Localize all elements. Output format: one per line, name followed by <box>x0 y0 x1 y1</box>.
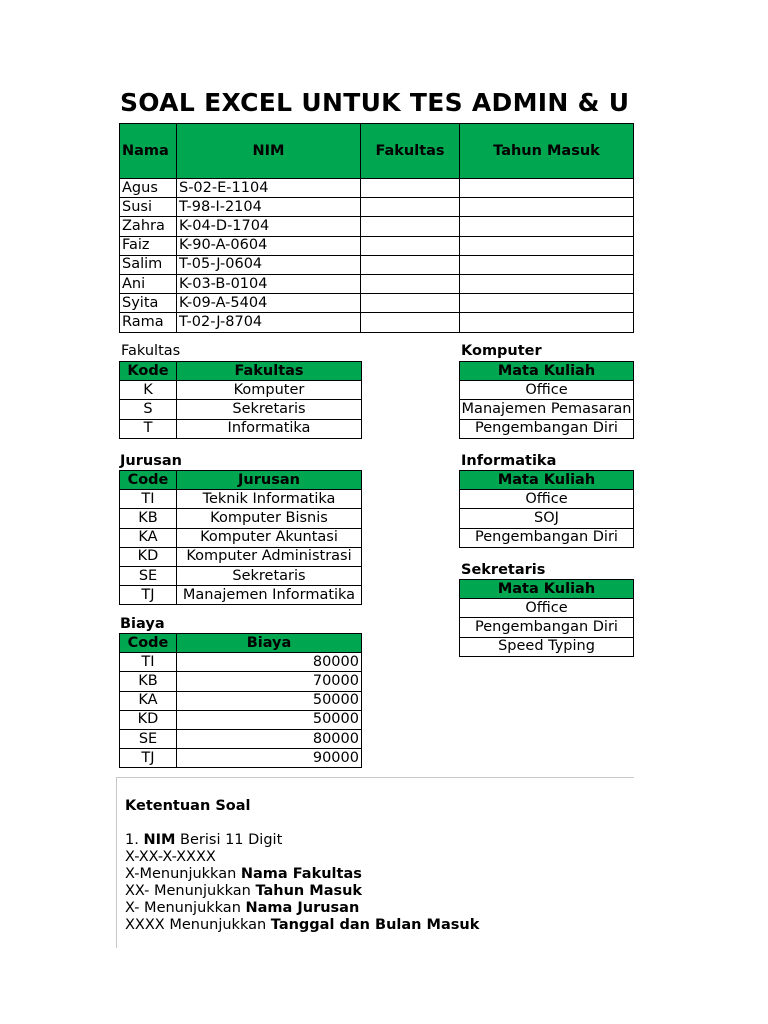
cell-tahun-masuk[interactable] <box>460 274 634 293</box>
notes-box <box>116 777 634 948</box>
notes-line-1 <box>125 832 282 848</box>
cell-code[interactable]: SE <box>120 566 177 585</box>
cell-mata-kuliah[interactable]: Pengembangan Diri <box>460 419 634 438</box>
cell-nim[interactable]: K-90-A-0604 <box>177 236 361 255</box>
table-row <box>120 198 634 217</box>
cell-nim[interactable]: T-02-J-8704 <box>177 313 361 332</box>
cell-nama[interactable]: Faiz <box>120 236 177 255</box>
header-tahun-masuk: Tahun Masuk <box>460 124 634 179</box>
biaya-label: Biaya <box>120 616 165 632</box>
notes-line-6 <box>125 917 479 933</box>
cell-code[interactable]: TJ <box>120 749 177 768</box>
page-title: SOAL EXCEL UNTUK TES ADMIN & U <box>120 88 630 117</box>
notes-bold-text: Nama Jurusan <box>245 900 360 916</box>
notes-text: 1. <box>125 832 144 848</box>
header-code: Code <box>120 471 177 490</box>
notes-line-3 <box>125 866 362 882</box>
cell-nim[interactable]: K-04-D-1704 <box>177 217 361 236</box>
table-row <box>120 236 634 255</box>
cell-tahun-masuk[interactable] <box>460 198 634 217</box>
cell-fakultas[interactable] <box>361 236 460 255</box>
table-row <box>460 419 634 438</box>
table-row <box>120 400 362 419</box>
cell-mata-kuliah[interactable]: Office <box>460 381 634 400</box>
cell-mata-kuliah[interactable]: Speed Typing <box>460 637 634 656</box>
komputer-label: Komputer <box>461 343 542 359</box>
jurusan-table <box>119 470 362 605</box>
cell-biaya[interactable]: 80000 <box>177 729 362 748</box>
jurusan-label: Jurusan <box>120 453 182 469</box>
table-row <box>120 381 362 400</box>
student-table <box>119 123 634 333</box>
cell-jurusan[interactable]: Manajemen Informatika <box>177 586 362 605</box>
cell-mata-kuliah[interactable]: Office <box>460 490 634 509</box>
table-row <box>460 381 634 400</box>
header-code: Code <box>120 634 177 653</box>
table-row <box>120 313 634 332</box>
cell-code[interactable]: KD <box>120 710 177 729</box>
table-row <box>460 400 634 419</box>
table-row <box>120 274 634 293</box>
notes-line-2: X-XX-X-XXXX <box>125 849 216 865</box>
student-table-header <box>120 124 634 179</box>
table-row <box>460 509 634 528</box>
table-row <box>120 653 362 672</box>
cell-nim[interactable]: K-09-A-5404 <box>177 294 361 313</box>
cell-fakultas[interactable] <box>361 274 460 293</box>
notes-line-5 <box>125 900 359 916</box>
notes-heading: Ketentuan Soal <box>125 798 251 814</box>
cell-biaya[interactable]: 50000 <box>177 691 362 710</box>
cell-fakultas[interactable] <box>361 255 460 274</box>
cell-nama[interactable]: Agus <box>120 179 177 198</box>
header-mata-kuliah: Mata Kuliah <box>460 362 634 381</box>
table-row <box>460 490 634 509</box>
cell-text: Manajemen Pemasaran <box>461 400 632 417</box>
header-mata-kuliah: Mata Kuliah <box>460 580 634 599</box>
cell-jurusan[interactable]: Sekretaris <box>177 566 362 585</box>
cell-fakultas[interactable]: Sekretaris <box>177 400 362 419</box>
cell-kode[interactable]: S <box>120 400 177 419</box>
cell-nama[interactable]: Susi <box>120 198 177 217</box>
cell-nim[interactable]: S-02-E-1104 <box>177 179 361 198</box>
notes-text: Berisi 11 Digit <box>175 832 283 848</box>
header-nim: NIM <box>177 124 361 179</box>
table-row <box>120 749 362 768</box>
cell-jurusan[interactable]: Teknik Informatika <box>177 490 362 509</box>
table-row <box>120 217 634 236</box>
table-row <box>460 599 634 618</box>
table-row <box>120 586 362 605</box>
notes-text: XXXX Menunjukkan <box>125 917 271 933</box>
cell-tahun-masuk[interactable] <box>460 313 634 332</box>
sekretaris-table <box>459 579 634 657</box>
cell-tahun-masuk[interactable] <box>460 236 634 255</box>
cell-nim[interactable]: T-98-I-2104 <box>177 198 361 217</box>
cell-nama[interactable]: Zahra <box>120 217 177 236</box>
cell-nim[interactable]: K-03-B-0104 <box>177 274 361 293</box>
notes-bold-text: Nama Fakultas <box>240 866 362 882</box>
cell-mata-kuliah[interactable]: SOJ <box>460 509 634 528</box>
table-row <box>120 691 362 710</box>
cell-code[interactable]: KB <box>120 672 177 691</box>
cell-fakultas[interactable] <box>361 294 460 313</box>
cell-jurusan[interactable]: Komputer Akuntasi <box>177 528 362 547</box>
cell-code[interactable]: TJ <box>120 586 177 605</box>
table-row <box>120 729 362 748</box>
header-nama: Nama <box>120 124 177 179</box>
cell-biaya[interactable]: 80000 <box>177 653 362 672</box>
table-row <box>120 672 362 691</box>
cell-nama[interactable]: Rama <box>120 313 177 332</box>
cell-nama[interactable]: Ani <box>120 274 177 293</box>
cell-nim[interactable]: T-05-J-0604 <box>177 255 361 274</box>
biaya-table <box>119 633 362 768</box>
notes-text: X- Menunjukkan <box>125 900 246 916</box>
cell-code[interactable]: KA <box>120 691 177 710</box>
notes-text: X-Menunjukkan <box>125 866 241 882</box>
table-row <box>120 294 634 313</box>
informatika-label: Informatika <box>461 453 557 469</box>
table-row <box>460 528 634 547</box>
table-row <box>120 547 362 566</box>
notes-line-4 <box>125 883 362 899</box>
cell-nama[interactable]: Salim <box>120 255 177 274</box>
cell-jurusan[interactable]: Komputer Administrasi <box>177 547 362 566</box>
cell-kode[interactable]: K <box>120 381 177 400</box>
cell-tahun-masuk[interactable] <box>460 255 634 274</box>
table-row <box>120 179 634 198</box>
notes-bold-text: NIM <box>143 832 176 848</box>
table-row <box>460 618 634 637</box>
table-row <box>120 509 362 528</box>
cell-code[interactable]: KA <box>120 528 177 547</box>
cell-fakultas[interactable] <box>361 313 460 332</box>
cell-nama[interactable]: Syita <box>120 294 177 313</box>
cell-code[interactable]: KD <box>120 547 177 566</box>
cell-fakultas[interactable] <box>361 198 460 217</box>
fakultas-table <box>119 361 362 439</box>
table-row <box>120 419 362 438</box>
header-mata-kuliah: Mata Kuliah <box>460 471 634 490</box>
informatika-table <box>459 470 634 548</box>
cell-code[interactable]: TI <box>120 653 177 672</box>
table-row <box>120 255 634 274</box>
cell-biaya[interactable]: 50000 <box>177 710 362 729</box>
header-fakultas: Fakultas <box>361 124 460 179</box>
cell-tahun-masuk[interactable] <box>460 217 634 236</box>
cell-kode[interactable]: T <box>120 419 177 438</box>
cell-fakultas[interactable] <box>361 179 460 198</box>
komputer-table <box>459 361 634 439</box>
table-row <box>120 566 362 585</box>
cell-jurusan[interactable]: Komputer Bisnis <box>177 509 362 528</box>
cell-fakultas[interactable] <box>361 217 460 236</box>
cell-code[interactable]: SE <box>120 729 177 748</box>
notes-text: XX- Menunjukkan <box>125 883 256 899</box>
cell-fakultas[interactable]: Komputer <box>177 381 362 400</box>
header-kode: Kode <box>120 362 177 381</box>
notes-bold-text: Tahun Masuk <box>255 883 363 899</box>
cell-mata-kuliah[interactable]: Pengembangan Diri <box>460 618 634 637</box>
table-row <box>120 490 362 509</box>
cell-tahun-masuk[interactable] <box>460 179 634 198</box>
cell-biaya[interactable]: 70000 <box>177 672 362 691</box>
cell-mata-kuliah[interactable]: Pengembangan Diri <box>460 528 634 547</box>
table-row <box>120 528 362 547</box>
cell-code[interactable]: KB <box>120 509 177 528</box>
header-biaya: Biaya <box>177 634 362 653</box>
cell-mata-kuliah[interactable]: Office <box>460 599 634 618</box>
fakultas-label: Fakultas <box>121 343 181 359</box>
cell-mata-kuliah[interactable] <box>460 400 634 419</box>
table-row <box>460 637 634 656</box>
notes-bold-text: Tanggal dan Bulan Masuk <box>270 917 480 933</box>
cell-fakultas[interactable]: Informatika <box>177 419 362 438</box>
header-fakultas: Fakultas <box>177 362 362 381</box>
table-row <box>120 710 362 729</box>
cell-code[interactable]: TI <box>120 490 177 509</box>
header-jurusan: Jurusan <box>177 471 362 490</box>
cell-tahun-masuk[interactable] <box>460 294 634 313</box>
sekretaris-label: Sekretaris <box>461 562 546 578</box>
cell-biaya[interactable]: 90000 <box>177 749 362 768</box>
